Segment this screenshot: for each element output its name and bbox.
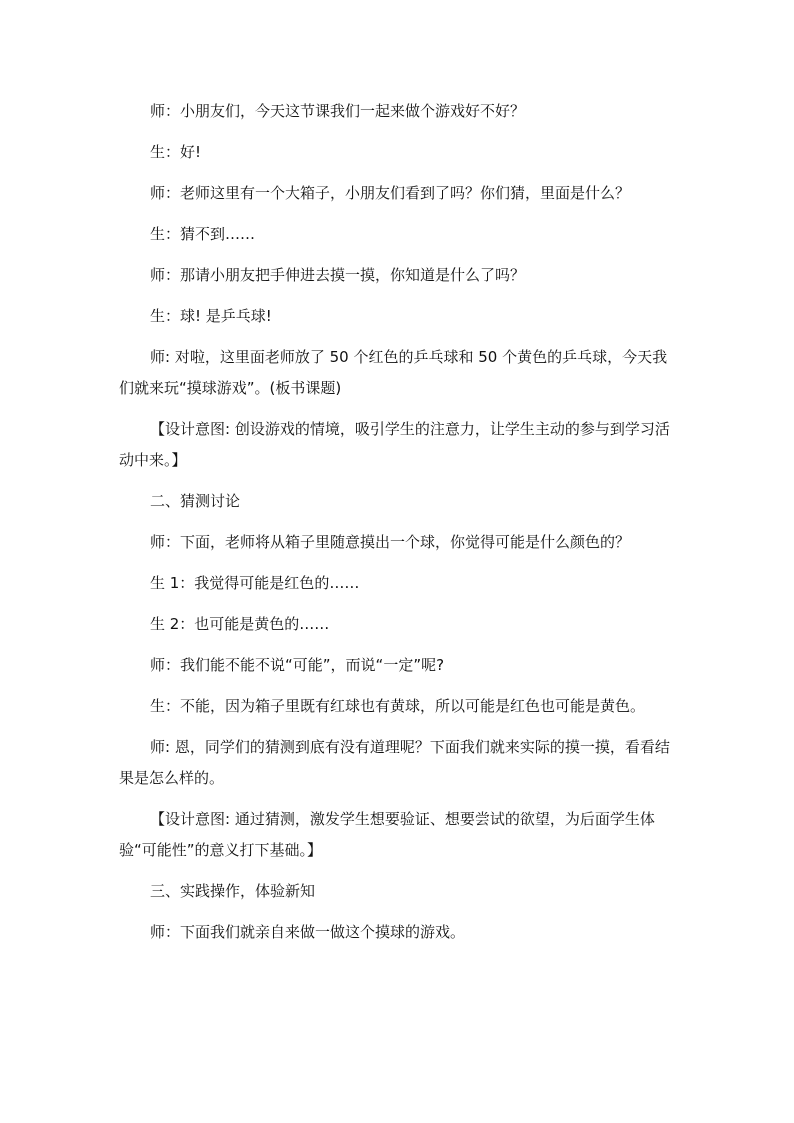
dialogue-line: 师：老师这里有一个大箱子，小朋友们看到了吗？你们猜，里面是什么？ (150, 184, 631, 202)
section-heading: 三、实践操作，体验新知 (150, 882, 316, 900)
dialogue-line: 师：那请小朋友把手伸进去摸一摸，你知道是什么了吗？ (150, 266, 526, 284)
section-heading: 二、猜测讨论 (150, 492, 241, 510)
dialogue-line: 生：好! (150, 143, 202, 161)
dialogue-line: 师：我们能不能不说“可能”，而说“一定”呢? (150, 656, 445, 674)
dialogue-line: 师：下面，老师将从箱子里随意摸出一个球，你觉得可能是什么颜色的？ (150, 533, 631, 551)
design-intent-note: 【设计意图: 通过猜测，激发学生想要验证、想要尝试的欲望，为后面学生体验“可能性”的意义打下基础。】 (119, 810, 655, 859)
dialogue-line: 师: 恩，同学们的猜测到底有没有道理呢？下面我们就来实际的摸一摸，看看结果是怎么样的。 (119, 738, 670, 787)
dialogue-line: 生 2：也可能是黄色的…… (150, 615, 330, 633)
dialogue-line: 生：猜不到…… (150, 225, 256, 243)
design-intent-note: 【设计意图: 创设游戏的情境，吸引学生的注意力，让学生主动的参与到学习活动中来。】 (119, 420, 670, 469)
dialogue-line: 师: 对啦，这里面老师放了 50 个红色的乒乓球和 50 个黄色的乒乓球，今天我们就来玩“摸球游戏”。(板书课题) (119, 348, 668, 397)
document-body (119, 96, 679, 958)
dialogue-line: 生：不能，因为箱子里既有红球也有黄球，所以可能是红色也可能是黄色。 (150, 697, 646, 715)
dialogue-line: 生 1：我觉得可能是红色的…… (150, 574, 360, 592)
dialogue-line: 生：球! 是乒乓球! (150, 307, 272, 325)
dialogue-line: 师：下面我们就亲自来做一做这个摸球的游戏。 (150, 923, 466, 941)
dialogue-line: 师：小朋友们，今天这节课我们一起来做个游戏好不好？ (150, 102, 526, 120)
